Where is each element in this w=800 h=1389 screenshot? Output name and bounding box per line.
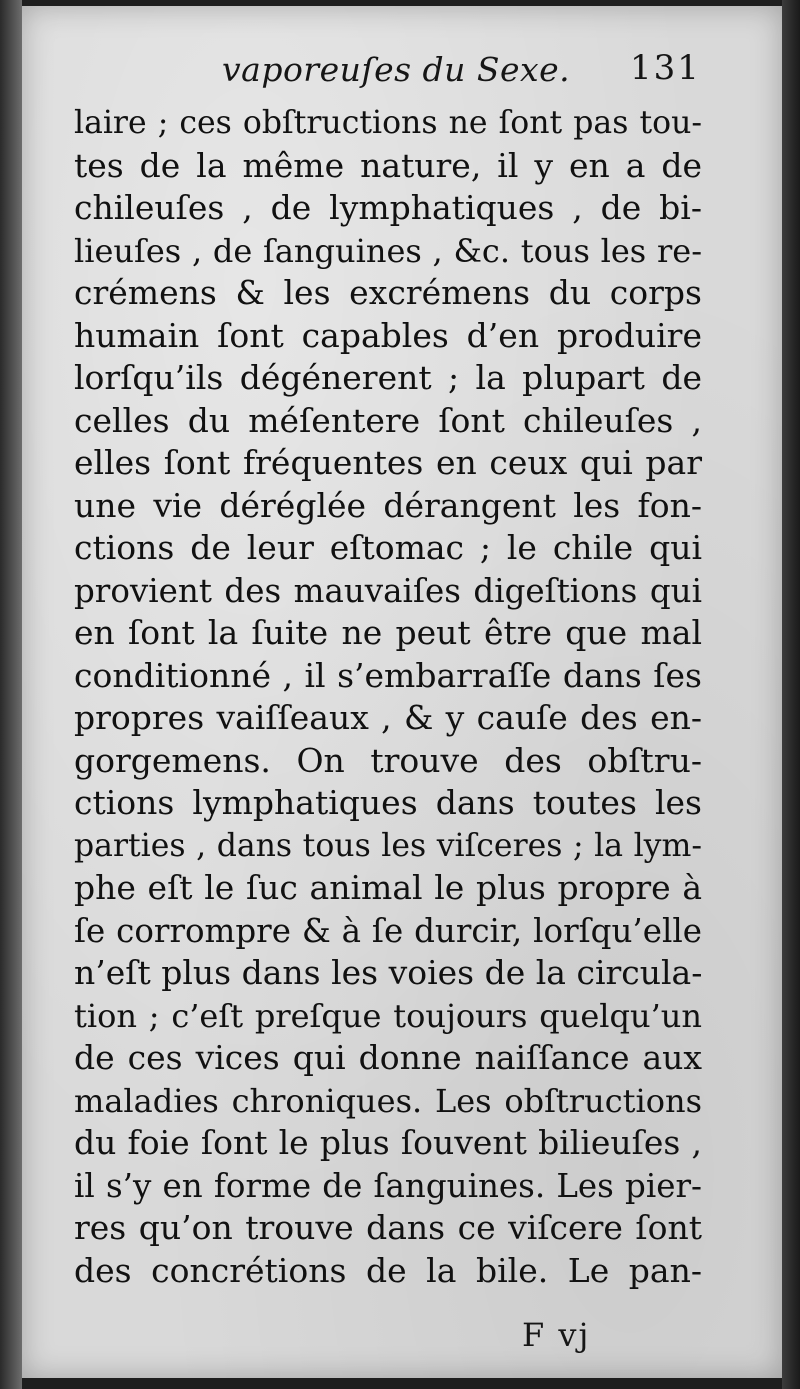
text-line: de ces vices qui donne naiſſance aux [74, 1038, 702, 1077]
text-line: une vie déréglée dérangent les fon- [74, 485, 702, 525]
text-line: chileuſes , de lymphatiques , de bi- [74, 188, 702, 227]
text-line: ctions de leur eſtomac ; le chile qui [74, 528, 702, 567]
text-line: ſe corrompre & à ſe durcir, lorſqu’elle [74, 911, 702, 950]
text-line: celles du méſentere ſont chileuſes , [74, 400, 702, 440]
running-head [22, 46, 782, 96]
body-text [74, 102, 702, 1292]
text-line: conditionné , il s’embarraſſe dans ſes [74, 655, 702, 695]
text-line: il s’y en forme de ſanguines. Les pier- [74, 1166, 702, 1205]
text-line: crémens & les excrémens du corps [74, 273, 702, 312]
text-line: du foie ſont le plus ſouvent bilieuſes , [74, 1123, 702, 1162]
text-line: des concrétions de la bile. Le pan- [74, 1250, 702, 1290]
text-line: elles ſont fréquentes en ceux qui par [74, 443, 702, 482]
text-line: laire ; ces obſtructions ne ſont pas tou- [74, 105, 702, 141]
page-number: 131 [630, 48, 701, 88]
text-line: en ſont la ſuite ne peut être que mal [74, 613, 702, 652]
text-line: tion ; c’eſt preſque toujours quelqu’un [74, 996, 702, 1035]
text-line: parties , dans tous les viſceres ; la lym- [74, 827, 702, 864]
text-line: phe eſt le ſuc animal le plus propre à [74, 868, 702, 907]
text-line: propres vaiſſeaux , & y cauſe des en- [74, 698, 702, 737]
text-line: res qu’on trouve dans ce viſcere ſont [74, 1208, 702, 1247]
text-line: lorſqu’ils dégénerent ; la plupart de [74, 358, 702, 397]
text-line: maladies chroniques. Les obſtructions [74, 1081, 702, 1120]
text-line: gorgemens. On trouve des obſtru- [74, 740, 702, 780]
running-title: vaporeuſes du Sexe. [222, 50, 571, 89]
signature-mark: F vj [522, 1316, 591, 1354]
book-page [22, 6, 782, 1378]
book-gutter-shadow [0, 0, 22, 1389]
text-line: lieuſes , de ſanguines , &c. tous les re- [74, 231, 702, 270]
text-line: provient des mauvaiſes digeſtions qui [74, 571, 702, 610]
text-line: humain ſont capables d’en produire [74, 315, 702, 355]
text-line: ctions lymphatiques dans toutes les [74, 783, 702, 822]
text-line: tes de la même nature, il y en a de [74, 145, 702, 185]
page-edge-shadow [782, 0, 800, 1389]
text-line: n’eſt plus dans les voies de la circula- [74, 953, 703, 992]
